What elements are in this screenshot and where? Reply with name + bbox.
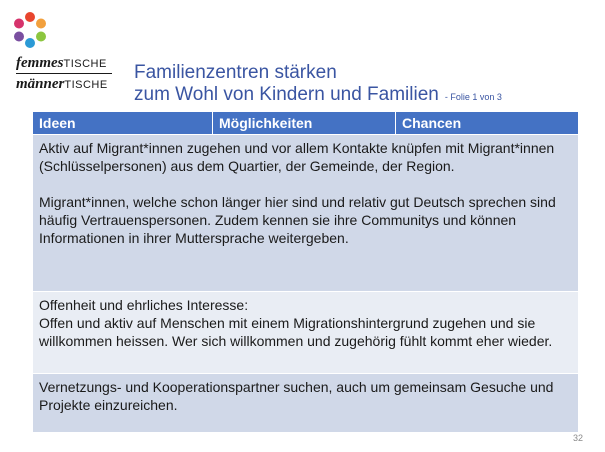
logo-petal <box>36 32 46 42</box>
logo-petals <box>14 12 46 48</box>
logo-petal <box>25 38 35 48</box>
logo-divider <box>16 73 112 74</box>
logo-line2-main: männer <box>16 76 65 92</box>
slide-title <box>134 62 502 108</box>
title-line-2-text: zum Wohl von Kindern und Familien <box>134 84 439 105</box>
title-line-2 <box>134 84 502 108</box>
ideas-table <box>33 112 578 433</box>
table-header <box>33 112 578 135</box>
logo-wordmark <box>16 55 126 93</box>
logo-petal <box>14 19 24 29</box>
logo-petal <box>14 32 24 42</box>
logo-flower-icon <box>10 10 50 50</box>
page-number: 32 <box>572 433 583 443</box>
row-2-paragraph: Offen und aktiv auf Menschen mit einem Migrationshintergrund zugehen und sie willkommen heissen. Wer sich willkommen und zugehörig fühlt kommt eher wieder. <box>39 315 553 349</box>
row-1-paragraph-2: Migrant*innen, welche schon länger hier sind und relativ gut Deutsch sprechen sind häufig Vertrauenspersonen. Zudem kennen sie ihre Communitys und können Informationen in ihrer Muttersprache weitergeben. <box>39 194 556 246</box>
logo-line-femmes <box>16 55 126 72</box>
table-row <box>33 135 578 292</box>
header-moeglichkeiten: Möglichkeiten <box>213 112 396 134</box>
row-1-paragraph-1: Aktiv auf Migrant*innen zugehen und vor allem Kontakte knüpfen mit Migrant*innen (Schlüsselpersonen) aus dem Quartier, der Gemeinde, der Region. <box>39 140 555 174</box>
row-3-paragraph: Vernetzungs- und Kooperationspartner suchen, auch um gemeinsam Gesuche und Projekte einzureichen. <box>39 379 554 413</box>
logo-line1-main: femmes <box>16 55 64 71</box>
slide-counter-note: - Folie 1 von 3 <box>444 92 502 102</box>
header-chancen: Chancen <box>402 115 462 131</box>
logo-line1-suffix: TISCHE <box>63 58 107 70</box>
logo-line-maenner <box>16 76 126 93</box>
table-row <box>33 292 578 374</box>
logo-petal <box>36 19 46 29</box>
row-2-heading: Offenheit und ehrliches Interesse: <box>39 297 249 313</box>
title-line-1: Familienzentren stärken <box>134 62 337 83</box>
header-ideen: Ideen <box>33 112 213 134</box>
table-row <box>33 374 578 433</box>
logo-petal <box>25 12 35 22</box>
logo-line2-suffix: TISCHE <box>64 79 108 91</box>
